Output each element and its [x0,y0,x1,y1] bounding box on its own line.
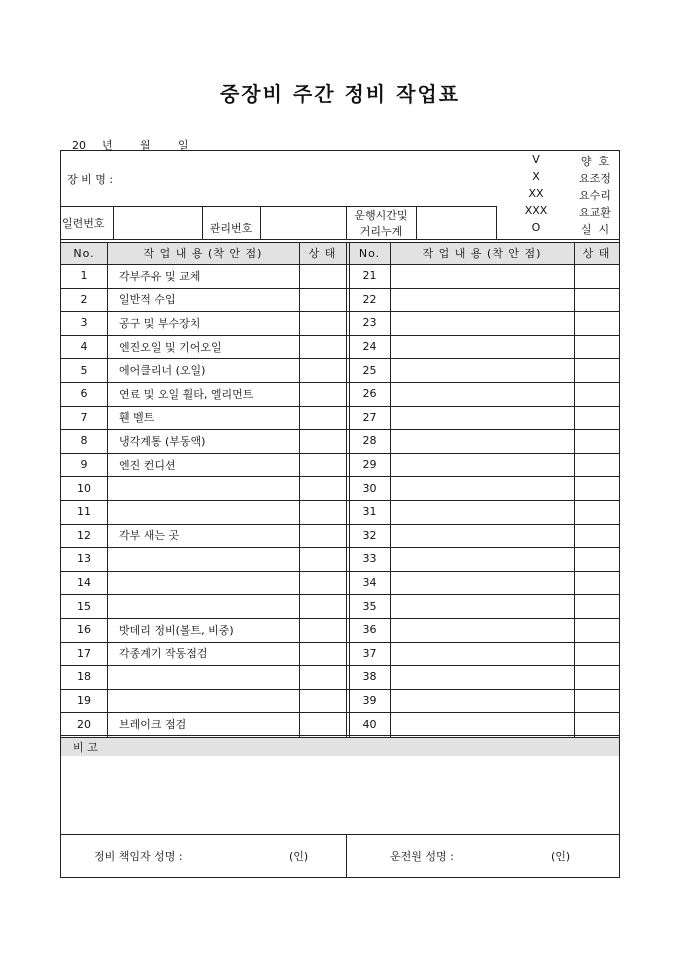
right-row-no: 33 [362,552,377,566]
left-row-no: 16 [77,623,91,637]
right-row-work[interactable] [390,712,574,736]
left-row-work [107,594,299,618]
right-row-work[interactable] [390,547,574,571]
right-row-work[interactable] [390,500,574,524]
right-row-no: 31 [362,505,377,519]
right-row-status[interactable] [574,524,619,548]
right-row-no: 39 [362,694,377,708]
right-row-work[interactable] [390,642,574,666]
right-row-status[interactable] [574,571,619,595]
right-row-work[interactable] [390,288,574,312]
left-row-no: 20 [77,717,91,731]
driver-seal[interactable]: (인) [551,850,571,863]
right-row-work[interactable] [390,594,574,618]
left-row-status[interactable] [299,665,346,689]
legend-symbol: X [532,170,540,183]
left-row-work: 밧데리 정비(볼트, 비중) [119,623,234,637]
right-row-status[interactable] [574,406,619,430]
remarks-label: 비 고 [73,741,98,754]
driver-signature-label: 운전원 성명 : [390,850,454,863]
right-row-status[interactable] [574,476,619,500]
right-row-status[interactable] [574,453,619,477]
operation-total-field[interactable] [417,206,496,239]
right-row-work[interactable] [390,429,574,453]
left-row-work: 엔진오일 및 기어오일 [119,340,222,354]
operation-total-label-1: 운행시간및 [354,208,408,222]
right-row-no: 25 [362,363,377,377]
left-row-work: 각종계기 작동점검 [119,647,208,661]
right-row-status[interactable] [574,429,619,453]
right-row-status[interactable] [574,618,619,642]
right-row-no: 32 [362,528,377,542]
left-row-no: 12 [77,528,91,542]
left-row-status[interactable] [299,594,346,618]
left-row-no: 18 [77,670,91,684]
left-row-work: 공구 및 부수장치 [119,316,201,330]
management-number-label: 관리번호 [209,221,253,235]
left-row-work [107,665,299,689]
right-row-status[interactable] [574,311,619,335]
left-row-no: 9 [80,458,88,472]
left-row-no: 7 [80,410,88,424]
remarks-field[interactable] [61,756,619,834]
right-row-no: 22 [362,292,377,306]
right-status-header: 상 태 [582,247,611,260]
left-row-work: 일반적 수입 [119,293,176,307]
right-row-status[interactable] [574,382,619,406]
right-row-status[interactable] [574,712,619,736]
right-row-work[interactable] [390,571,574,595]
left-row-work: 각부주유 및 교체 [119,269,201,283]
right-row-no: 30 [362,481,377,495]
left-row-status[interactable] [299,335,346,359]
left-row-status[interactable] [299,288,346,312]
right-work-header: 작 업 내 용 (착 안 점) [422,247,542,260]
right-row-no: 28 [362,434,377,448]
right-row-status[interactable] [574,594,619,618]
right-row-no: 21 [362,269,377,283]
right-row-work[interactable] [390,311,574,335]
left-row-no: 13 [77,552,91,566]
left-row-work [107,547,299,571]
right-row-status[interactable] [574,642,619,666]
right-row-no: 23 [362,316,377,330]
right-row-status[interactable] [574,335,619,359]
right-row-no: 26 [362,387,377,401]
right-row-no: 38 [362,670,377,684]
right-row-no: 34 [362,576,377,590]
right-row-status[interactable] [574,264,619,288]
left-row-status[interactable] [299,547,346,571]
left-row-no: 6 [80,387,88,401]
left-row-status[interactable] [299,712,346,736]
right-row-work[interactable] [390,618,574,642]
left-row-work [107,689,299,713]
date-year-prefix: 20 [72,139,86,152]
left-row-no: 14 [77,576,91,590]
right-row-status[interactable] [574,288,619,312]
right-row-status[interactable] [574,547,619,571]
right-row-no: 27 [362,410,377,424]
legend-meaning: 요교환 [579,206,611,219]
right-row-status[interactable] [574,500,619,524]
legend-meaning: 양 호 [580,155,610,168]
left-row-status[interactable] [299,618,346,642]
left-row-no: 17 [77,646,91,660]
left-row-status[interactable] [299,571,346,595]
left-row-no: 5 [80,363,88,377]
right-row-work[interactable] [390,335,574,359]
left-row-status[interactable] [299,406,346,430]
right-row-work[interactable] [390,476,574,500]
left-row-work: 냉각계통 (부동액) [119,434,206,448]
left-row-status[interactable] [299,382,346,406]
left-row-status[interactable] [299,500,346,524]
left-row-status[interactable] [299,429,346,453]
left-row-status[interactable] [299,524,346,548]
operation-total-label-2: 거리누계 [359,225,403,238]
legend-symbol: XXX [524,204,548,217]
left-row-no: 15 [77,599,91,613]
right-row-status[interactable] [574,665,619,689]
right-row-status[interactable] [574,689,619,713]
left-row-status[interactable] [299,358,346,382]
right-row-no: 37 [362,646,377,660]
serial-number-label: 일련번호 [62,216,105,230]
left-row-work [107,571,299,595]
legend-symbol: XX [528,187,544,200]
right-row-no: 29 [362,458,377,472]
right-row-work[interactable] [390,689,574,713]
right-row-status[interactable] [574,358,619,382]
left-row-no: 11 [77,505,91,519]
left-row-no: 1 [80,269,88,283]
left-row-work: 브레이크 점검 [119,718,187,732]
right-row-work[interactable] [390,665,574,689]
right-row-work[interactable] [390,264,574,288]
mechanic-signature-label: 정비 책임자 성명 : [94,850,183,863]
date-year: 년 [102,139,113,152]
right-row-work[interactable] [390,406,574,430]
legend-meaning: 요수리 [579,189,611,202]
legend-meaning: 실 시 [580,223,610,236]
left-row-no: 2 [80,292,88,306]
page-title: 중장비 주간 정비 작업표 [219,82,461,106]
left-work-header: 작 업 내 용 (착 안 점) [143,247,263,260]
left-row-work [107,500,299,524]
equipment-name-label: 장 비 명 : [67,173,114,186]
management-number-field[interactable] [261,206,346,239]
left-row-status[interactable] [299,689,346,713]
right-no-header: No. [358,246,381,260]
left-row-work: 엔진 컨디션 [119,458,176,472]
left-row-work: 휀 벨트 [119,411,155,425]
date-month: 월 [140,139,151,152]
left-row-work [107,476,299,500]
left-row-status[interactable] [299,476,346,500]
left-row-status[interactable] [299,311,346,335]
right-row-work[interactable] [390,358,574,382]
left-no-header: No. [73,246,95,260]
left-row-no: 3 [80,316,88,330]
left-row-work: 연료 및 오일 휠타, 엘리먼트 [119,387,254,401]
left-row-no: 4 [80,340,88,354]
left-row-work: 각부 새는 곳 [119,529,180,543]
right-row-work[interactable] [390,382,574,406]
left-row-work: 에어클리너 (오일) [119,364,206,378]
right-row-no: 24 [362,340,377,354]
left-row-no: 8 [80,434,88,448]
legend-symbol: O [531,221,541,234]
left-row-status[interactable] [299,642,346,666]
mechanic-seal[interactable]: (인) [289,850,309,863]
right-row-no: 40 [362,717,377,731]
left-row-status[interactable] [299,453,346,477]
left-row-status[interactable] [299,264,346,288]
right-row-work[interactable] [390,524,574,548]
serial-number-field[interactable] [114,206,202,239]
right-row-no: 35 [362,599,377,613]
date-day: 일 [178,139,189,152]
legend-symbol: V [532,153,540,166]
legend-meaning: 요조정 [579,172,611,185]
right-row-no: 36 [362,623,377,637]
left-row-no: 10 [77,481,91,495]
maintenance-form [60,150,620,878]
left-row-no: 19 [77,694,91,708]
left-status-header: 상 태 [308,247,337,260]
right-row-work[interactable] [390,453,574,477]
